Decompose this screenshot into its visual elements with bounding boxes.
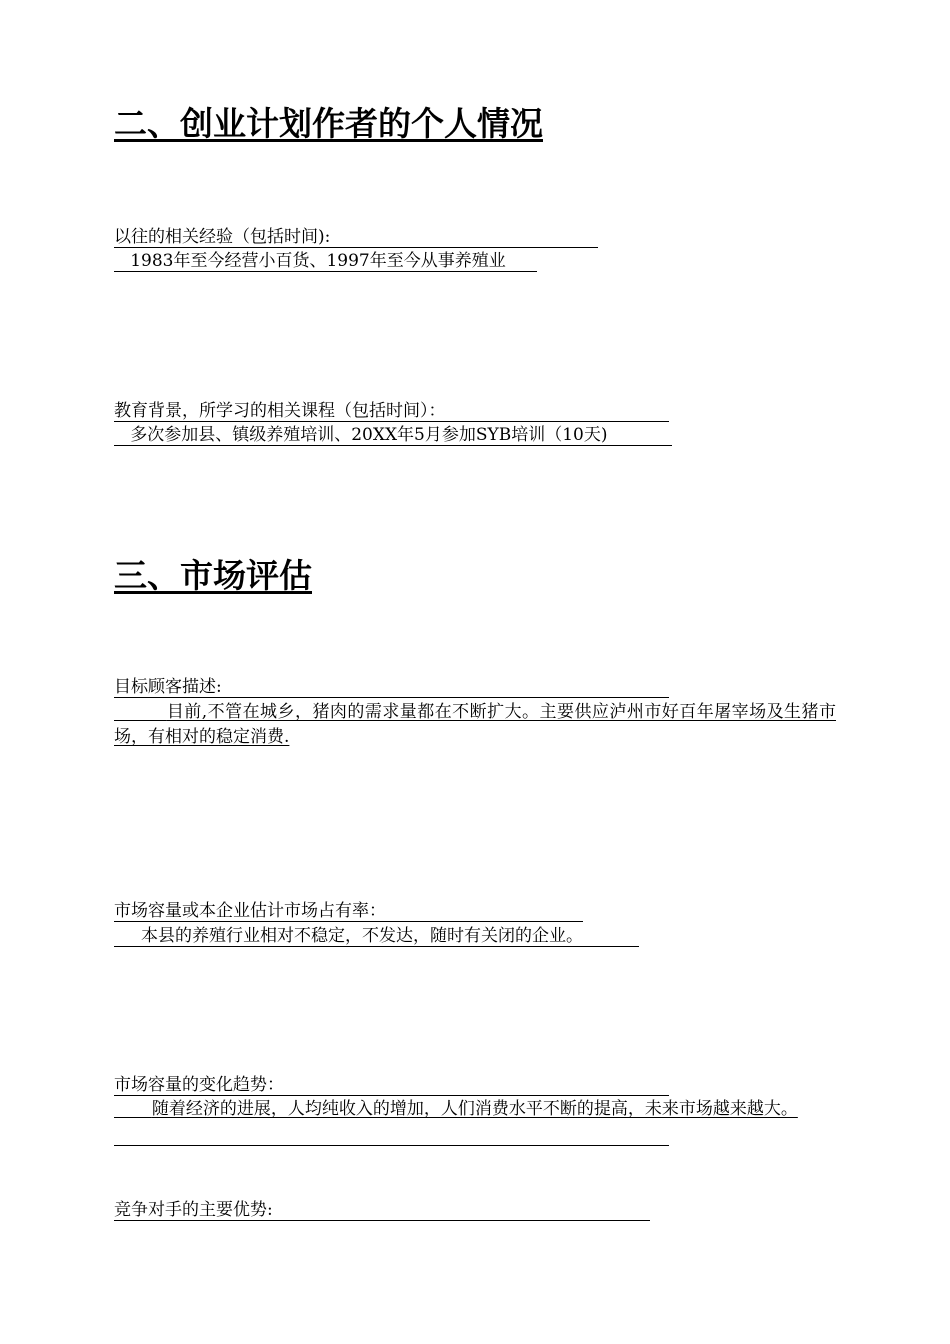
section-heading-personal-info: 二、创业计划作者的个人情况 — [114, 104, 543, 143]
experience-label: 以往的相关经验（包括时间): — [114, 226, 598, 248]
education-label: 教育背景，所学习的相关课程（包括时间）： — [114, 400, 669, 422]
market-share-label: 市场容量或本企业估计市场占有率： — [114, 900, 583, 922]
market-trend-value: 随着经济的进展，人均纯收入的增加，人们消费水平不断的提高，未来市场越来越大。 — [114, 1099, 798, 1119]
experience-value: 1983年至今经营小百货、1997年至今从事养殖业 — [114, 250, 537, 272]
competitor-advantage-label: 竞争对手的主要优势: — [114, 1199, 650, 1221]
trend-fill-line — [114, 1145, 669, 1146]
target-customer-label: 目标顾客描述: — [114, 676, 669, 698]
target-customer-value: 目前,不管在城乡，猪肉的需求量都在不断扩大。主要供应泸州市好百年屠宰场及生猪市场，有相对的稳定消费. — [114, 702, 836, 747]
market-share-value: 本县的养殖行业相对不稳定，不发达，随时有关闭的企业。 — [114, 925, 639, 947]
education-value: 多次参加县、镇级养殖培训、20XX年5月参加SYB培训（10天) — [114, 424, 672, 446]
section-heading-market-assessment: 三、市场评估 — [114, 556, 312, 595]
market-trend-label: 市场容量的变化趋势： — [114, 1074, 669, 1096]
